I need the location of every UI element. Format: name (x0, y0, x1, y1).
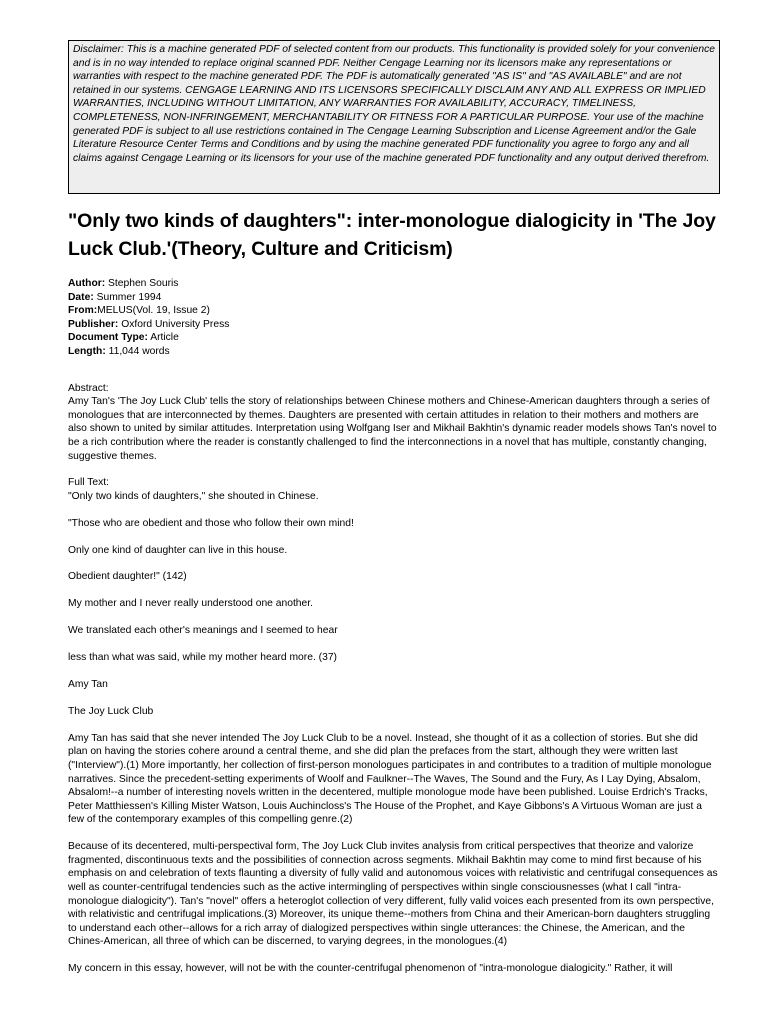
epigraph-source: The Joy Luck Club (68, 705, 154, 717)
body-paragraph: Amy Tan has said that she never intended The Joy Luck Club to be a novel. Instead, she thought of it as a collection of stories. But she did plan on having the stories cohere around a central theme, and she did plan the prefaces from the start, although they were written last ("Interview").(1) More importantly, her collection of first-person monologues participates in and contributes to a tradition of multiple monologue narratives. Since the precedent-setting experiments of Woolf and Faulkner--The Waves, The Sound and the Fury, As I Lay Dying, Absalom, Absalom!--a number of interesting novels written in the decentered, multiple monologue mode have been published. Louise Erdrich's Tracks, Peter Matthiessen's Killing Mister Watson, Louis Auchincloss's The House of the Prophet, and Kaye Gibbons's A Virtuous Woman are just a few of the contemporary examples of this compelling genre.(2) (68, 732, 712, 826)
meta-date-label: Date: (68, 291, 94, 303)
meta-from (68, 304, 720, 318)
epigraph-line: Only one kind of daughter can live in this house. (68, 544, 288, 556)
meta-date (68, 291, 720, 305)
epigraph-line: We translated each other's meanings and I seemed to hear (68, 625, 338, 637)
meta-from-label: From: (68, 305, 98, 317)
full-text-label: Full Text: (68, 477, 110, 489)
meta-length (68, 345, 720, 359)
abstract-label: Abstract: (68, 382, 109, 394)
document-page (68, 40, 720, 989)
epigraph-line: "Those who are obedient and those who follow their own mind! (68, 517, 354, 529)
disclaimer-box (68, 40, 720, 194)
meta-document-type-label: Document Type: (68, 332, 148, 344)
article-metadata (68, 277, 720, 359)
meta-date-value: Summer 1994 (96, 291, 162, 303)
meta-from-value: MELUS(Vol. 19, Issue 2) (97, 305, 210, 317)
meta-publisher-value: Oxford University Press (121, 318, 230, 330)
meta-length-label: Length: (68, 345, 106, 357)
disclaimer-text: Disclaimer: This is a machine generated PDF of selected content from our products. This functionality is provided solely for your convenience and is in no way intended to replace original scanned PDF. Neither Cengage Learning nor its licensors make any representations or warranties with respect to the machine generated PDF. The PDF is automatically generated "AS IS" and "AS AVAILABLE" and are not retained in our systems. CENGAGE LEARNING AND ITS LICENSORS SPECIFICALLY DISCLAIM ANY AND ALL EXPRESS OR IMPLIED WARRANTIES, INCLUDING WITHOUT LIMITATION, ANY WARRANTIES FOR AVAILABILITY, ACCURACY, TIMELINESS, COMPLETENESS, NON-INFRINGEMENT, MERCHANTABILITY OR FITNESS FOR A PARTICULAR PURPOSE. Your use of the machine generated PDF is subject to all use restrictions contained in The Cengage Learning Subscription and License Agreement and/or the Gale Literature Resource Center Terms and Conditions and by using the machine generated PDF functionality you agree to forgo any and all claims against Cengage Learning or its licensors for your use of the machine generated PDF functionality and any output derived therefrom. (73, 44, 715, 164)
epigraph-line: Obedient daughter!" (142) (68, 571, 187, 583)
epigraph-attribution: Amy Tan (68, 678, 108, 690)
meta-publisher-label: Publisher: (68, 318, 119, 330)
full-text-section (68, 476, 720, 976)
body-paragraph: My concern in this essay, however, will not be with the counter-centrifugal phenomenon of "intra-monologue dialogicity." Rather, it will (68, 963, 673, 975)
meta-document-type-value: Article (150, 332, 179, 344)
meta-author (68, 277, 720, 291)
abstract-section (68, 382, 720, 464)
meta-document-type (68, 331, 720, 345)
epigraph-line: My mother and I never really understood one another. (68, 598, 313, 610)
epigraph-line: less than what was said, while my mother heard more. (37) (68, 652, 337, 664)
meta-author-label: Author: (68, 278, 106, 289)
article-title: "Only two kinds of daughters": inter-monologue dialogicity in 'The Joy Luck Club.'(Theory, Culture and Criticism) (68, 210, 716, 260)
meta-length-value: 11,044 words (108, 345, 170, 357)
meta-author-value: Stephen Souris (108, 278, 179, 289)
meta-publisher (68, 318, 720, 332)
epigraph-line: "Only two kinds of daughters," she shouted in Chinese. (68, 490, 319, 502)
abstract-text: Amy Tan's 'The Joy Luck Club' tells the story of relationships between Chinese mothers and Chinese-American daughters through a series of monologues that are interconnected by themes. Daughters are presented with certain attitudes in relation to their mothers and mothers are also shown to united by similar attitudes. Interpretation using Wolfgang Iser and Mikhail Bakhtin's dynamic reader models shows Tan's novel to be a rich contribution where the reader is constantly challenged to find the interconnections in a novel that has multiple, constantly changing, suggestive themes. (68, 396, 717, 462)
body-paragraph: Because of its decentered, multi-perspectival form, The Joy Luck Club invites analysis from critical perspectives that theorize and valorize fragmented, discontinuous texts and the possibilities of connection across segments. Mikhail Bakhtin may come to mind first because of his emphasis on and celebration of texts flaunting a diversity of fully valid and autonomous voices with relativistic and centrifugal consequences as well as counter-centrifugal tendencies such as the active intermingling of perspectives within single consciousnesses (what I call "intra-monologue dialogicity"). Tan's "novel" offers a heteroglot collection of very different, fully valid voices each presented from its own perspective, with relativistic and centrifugal implications.(3) Moreover, its unique theme--mothers from China and their American-born daughters struggling to understand each other--allows for a rich array of dialogized perspectives within single utterances: the Chinese, the American, and the Chines-American, all three of which can be discerned, to varying degrees, in the monologues.(4) (68, 841, 718, 948)
